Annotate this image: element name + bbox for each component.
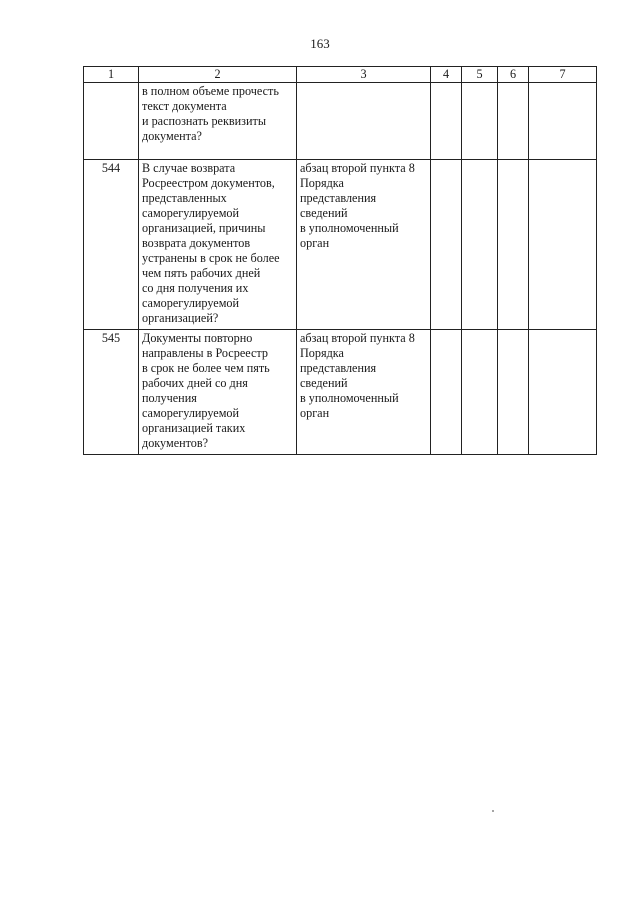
checklist-table [83, 66, 597, 455]
comment-cell [529, 83, 597, 160]
question-cell [139, 160, 297, 330]
scan-speck [492, 810, 494, 812]
question-cell [139, 83, 297, 160]
answer-cell [431, 330, 462, 455]
question-text: В случае возврата Росреестром документов, представленных саморегулируемой организацией, причины возврата документов устранены в срок не более чем пять рабочих дней со дня получения их саморегулируемой организацией? [142, 161, 280, 325]
answer-cell [462, 83, 498, 160]
comment-cell [529, 160, 597, 330]
answer-cell [431, 160, 462, 330]
answer-cell [498, 83, 529, 160]
column-header: 6 [498, 67, 529, 83]
reference-text: абзац второй пункта 8 Порядка представления сведений в уполномоченный орган [300, 161, 415, 250]
question-cell [139, 330, 297, 455]
question-text: в полном объеме прочесть текст документа и распознать реквизиты документа? [142, 84, 279, 143]
table-row [84, 160, 597, 330]
column-header: 2 [139, 67, 297, 83]
column-header: 1 [84, 67, 139, 83]
table-row [84, 83, 597, 160]
reference-cell [297, 330, 431, 455]
column-header: 3 [297, 67, 431, 83]
row-number [84, 83, 139, 160]
column-header: 5 [462, 67, 498, 83]
answer-cell [462, 330, 498, 455]
page-number: 163 [310, 36, 330, 51]
answer-cell [462, 160, 498, 330]
reference-cell [297, 83, 431, 160]
column-header: 4 [431, 67, 462, 83]
reference-text: абзац второй пункта 8 Порядка представления сведений в уполномоченный орган [300, 331, 415, 420]
row-number: 545 [84, 330, 139, 455]
reference-cell [297, 160, 431, 330]
answer-cell [498, 160, 529, 330]
comment-cell [529, 330, 597, 455]
column-header: 7 [529, 67, 597, 83]
table-row [84, 330, 597, 455]
answer-cell [431, 83, 462, 160]
answer-cell [498, 330, 529, 455]
row-number: 544 [84, 160, 139, 330]
question-text: Документы повторно направлены в Росреестр в срок не более чем пять рабочих дней со дня получения саморегулируемой организацией таких документов? [142, 331, 270, 450]
table-header-row [84, 67, 597, 83]
